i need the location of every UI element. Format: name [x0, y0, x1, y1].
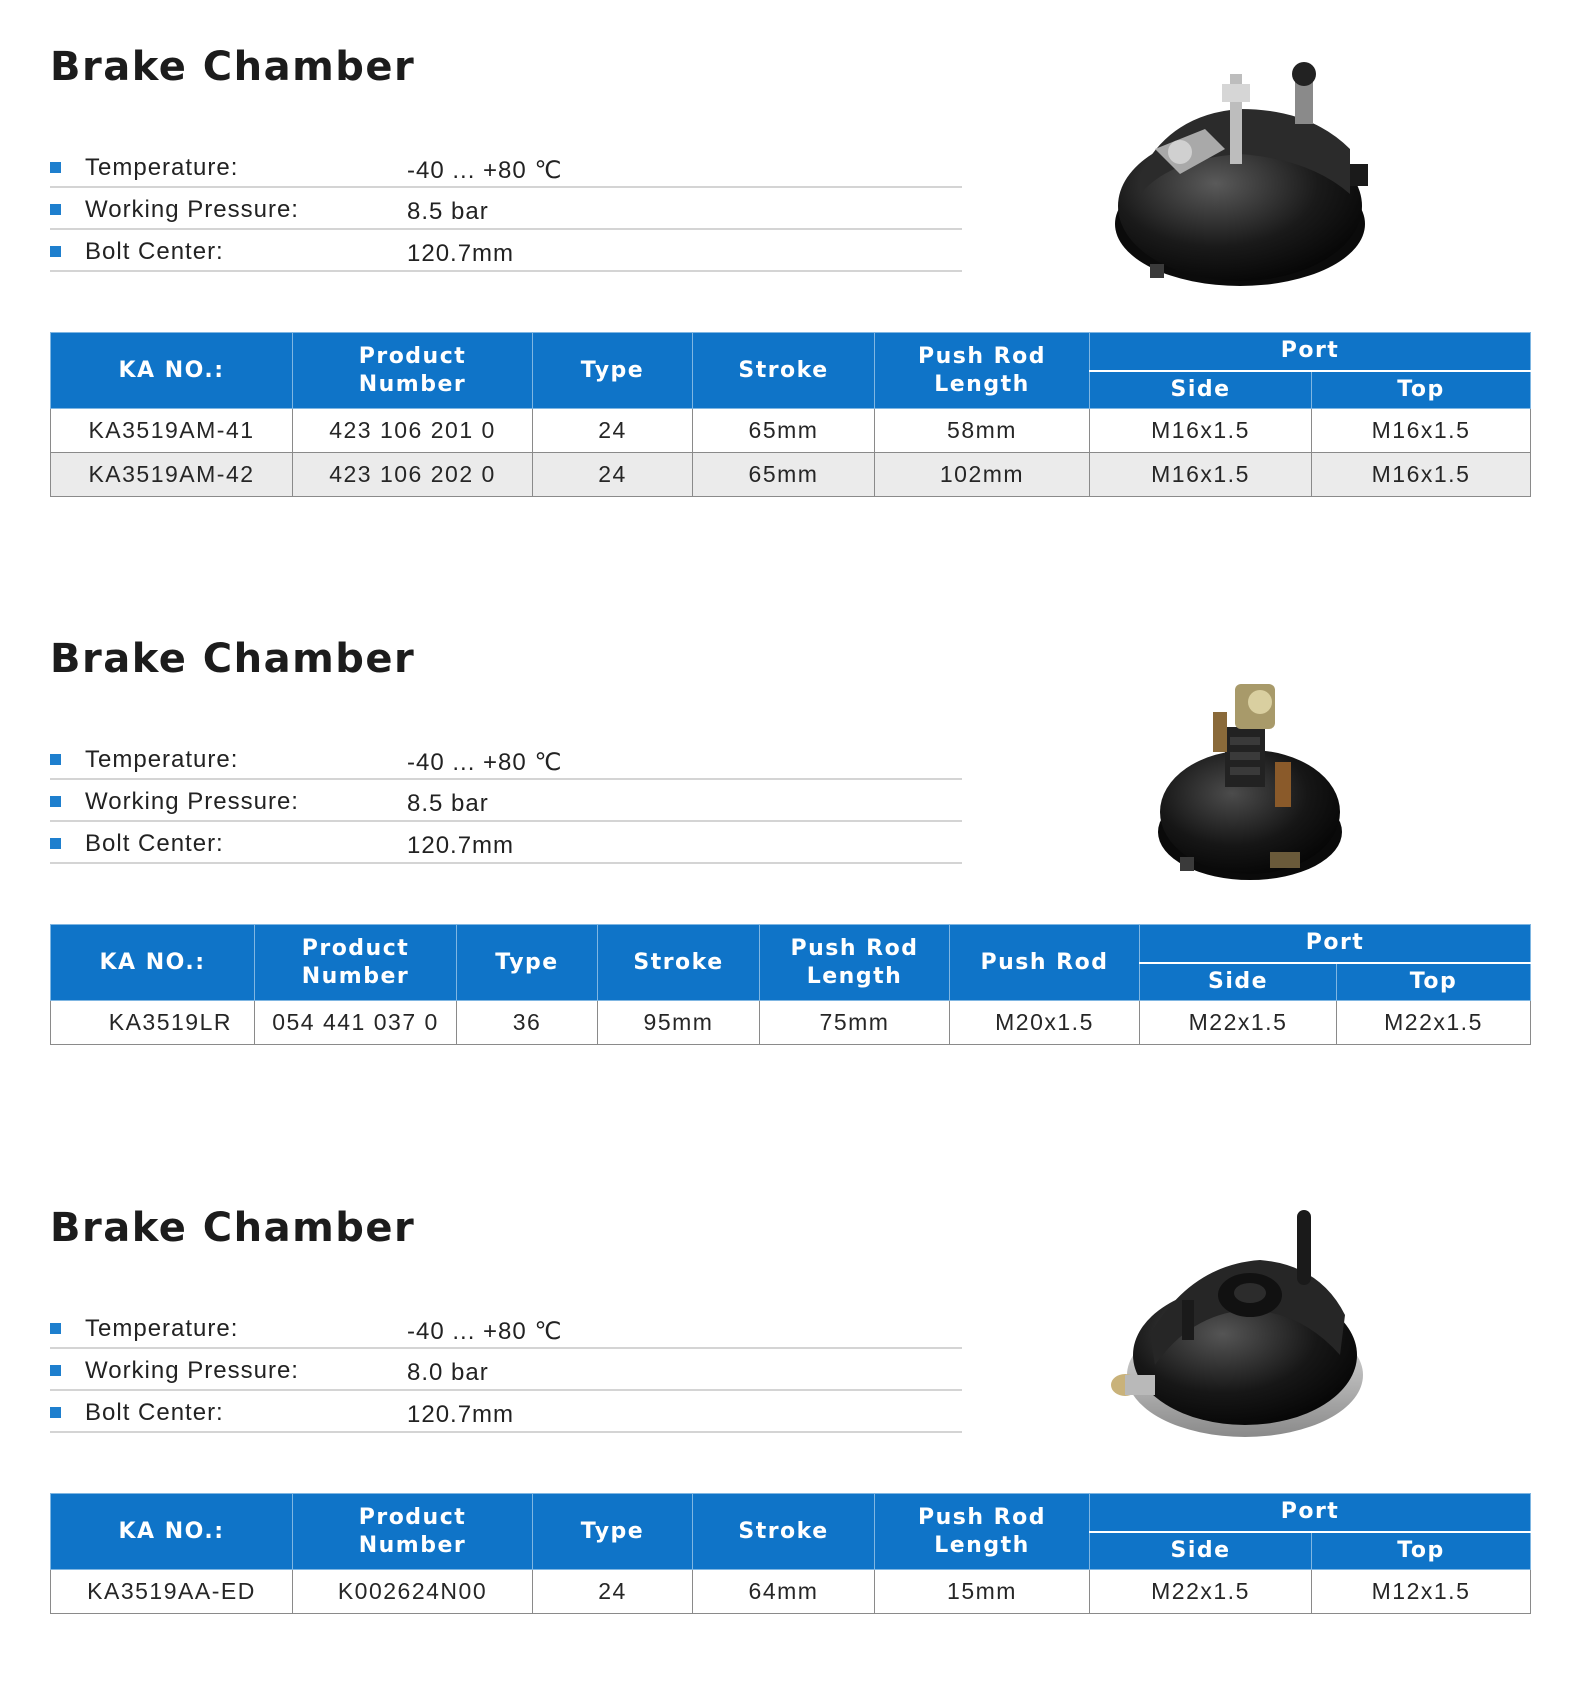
spec-value: 8.5 bar: [407, 198, 489, 225]
brake-chamber-with-spring-image: [1155, 672, 1355, 892]
table-row: [51, 409, 1531, 453]
spec-list: [50, 146, 962, 272]
bullet-square-icon: [50, 838, 61, 849]
spec-label: Bolt Center:: [85, 1399, 224, 1426]
header-port: Port: [1140, 925, 1531, 963]
bullet-square-icon: [50, 1323, 61, 1334]
spec-label: Bolt Center:: [85, 238, 224, 265]
spec-label: Working Pressure:: [85, 788, 299, 815]
bullet-square-icon: [50, 796, 61, 807]
spec-value: 120.7mm: [407, 832, 515, 859]
header-top: Top: [1312, 371, 1531, 409]
cell-port-top: M12x1.5: [1312, 1570, 1531, 1614]
cell-push-rod-length: 58mm: [875, 409, 1090, 453]
spec-label: Bolt Center:: [85, 830, 224, 857]
bullet-square-icon: [50, 1407, 61, 1418]
header-ka-no: KA NO.:: [51, 925, 255, 1001]
cell-port-side: M16x1.5: [1090, 409, 1312, 453]
bullet-square-icon: [50, 1365, 61, 1376]
spec-row-working-pressure: [50, 188, 962, 230]
section-title: Brake Chamber: [50, 1205, 416, 1251]
spec-label: Temperature:: [85, 746, 239, 773]
cell-ka-no: KA3519AM-41: [51, 409, 293, 453]
cell-product-number: 423 106 202 0: [293, 453, 533, 497]
spec-value: 8.0 bar: [407, 1359, 489, 1386]
cell-type: 24: [533, 453, 693, 497]
spec-table: [50, 924, 1531, 1045]
cell-type: 24: [533, 409, 693, 453]
header-side: Side: [1140, 963, 1337, 1001]
cell-port-side: M22x1.5: [1090, 1570, 1312, 1614]
brake-chamber-with-clevis-image: [1110, 54, 1370, 294]
header-push-rod-length: Push Rod Length: [760, 925, 950, 1001]
cell-port-top: M16x1.5: [1312, 453, 1531, 497]
header-port: Port: [1090, 1494, 1531, 1532]
cell-type: 24: [533, 1570, 693, 1614]
spec-value: 8.5 bar: [407, 790, 489, 817]
header-type: Type: [533, 1494, 693, 1570]
header-side: Side: [1090, 371, 1312, 409]
spec-value: -40 ... +80 ℃: [407, 157, 563, 184]
spec-row-bolt-center: [50, 822, 962, 864]
spec-row-bolt-center: [50, 1391, 962, 1433]
spec-row-temperature: [50, 738, 962, 780]
cell-product-number: K002624N00: [293, 1570, 533, 1614]
bullet-square-icon: [50, 204, 61, 215]
table-row: [51, 1001, 1531, 1045]
spec-label: Temperature:: [85, 154, 239, 181]
header-side: Side: [1090, 1532, 1312, 1570]
header-stroke: Stroke: [693, 333, 875, 409]
cell-stroke: 65mm: [693, 453, 875, 497]
cell-ka-no: KA3519LR: [51, 1001, 255, 1045]
header-ka-no: KA NO.:: [51, 333, 293, 409]
bullet-square-icon: [50, 246, 61, 257]
section-title: Brake Chamber: [50, 636, 416, 682]
header-ka-no: KA NO.:: [51, 1494, 293, 1570]
spec-table: [50, 332, 1531, 497]
cell-port-side: M16x1.5: [1090, 453, 1312, 497]
cell-push-rod: M20x1.5: [950, 1001, 1140, 1045]
header-top: Top: [1312, 1532, 1531, 1570]
header-port: Port: [1090, 333, 1531, 371]
header-top: Top: [1337, 963, 1531, 1001]
spec-label: Working Pressure:: [85, 196, 299, 223]
spec-value: -40 ... +80 ℃: [407, 1318, 563, 1345]
spec-value: 120.7mm: [407, 240, 515, 267]
header-type: Type: [533, 333, 693, 409]
header-push-rod-length: Push Rod Length: [875, 333, 1090, 409]
bullet-square-icon: [50, 754, 61, 765]
spec-row-bolt-center: [50, 230, 962, 272]
header-push-rod-length: Push Rod Length: [875, 1494, 1090, 1570]
header-stroke: Stroke: [598, 925, 760, 1001]
cell-stroke: 64mm: [693, 1570, 875, 1614]
cell-port-top: M16x1.5: [1312, 409, 1531, 453]
cell-type: 36: [457, 1001, 598, 1045]
bullet-square-icon: [50, 162, 61, 173]
table-row: [51, 453, 1531, 497]
spec-list: [50, 1307, 962, 1433]
spec-value: 120.7mm: [407, 1401, 515, 1428]
cell-product-number: 423 106 201 0: [293, 409, 533, 453]
spec-list: [50, 738, 962, 864]
cell-port-side: M22x1.5: [1140, 1001, 1337, 1045]
table-row: [51, 1570, 1531, 1614]
spec-label: Working Pressure:: [85, 1357, 299, 1384]
spec-row-temperature: [50, 146, 962, 188]
header-product-number: Product Number: [293, 1494, 533, 1570]
spec-value: -40 ... +80 ℃: [407, 749, 563, 776]
cell-product-number: 054 441 037 0: [255, 1001, 457, 1045]
spec-row-working-pressure: [50, 780, 962, 822]
spec-label: Temperature:: [85, 1315, 239, 1342]
cell-ka-no: KA3519AA-ED: [51, 1570, 293, 1614]
cell-push-rod-length: 75mm: [760, 1001, 950, 1045]
header-push-rod: Push Rod: [950, 925, 1140, 1001]
cell-stroke: 65mm: [693, 409, 875, 453]
cell-port-top: M22x1.5: [1337, 1001, 1531, 1045]
header-stroke: Stroke: [693, 1494, 875, 1570]
header-type: Type: [457, 925, 598, 1001]
cell-stroke: 95mm: [598, 1001, 760, 1045]
cell-ka-no: KA3519AM-42: [51, 453, 293, 497]
spec-row-temperature: [50, 1307, 962, 1349]
cell-push-rod-length: 15mm: [875, 1570, 1090, 1614]
header-product-number: Product Number: [293, 333, 533, 409]
section-title: Brake Chamber: [50, 44, 416, 90]
spec-row-working-pressure: [50, 1349, 962, 1391]
brake-chamber-with-silver-ring-image: [1110, 1205, 1370, 1455]
cell-push-rod-length: 102mm: [875, 453, 1090, 497]
header-product-number: Product Number: [255, 925, 457, 1001]
spec-table: [50, 1493, 1531, 1614]
